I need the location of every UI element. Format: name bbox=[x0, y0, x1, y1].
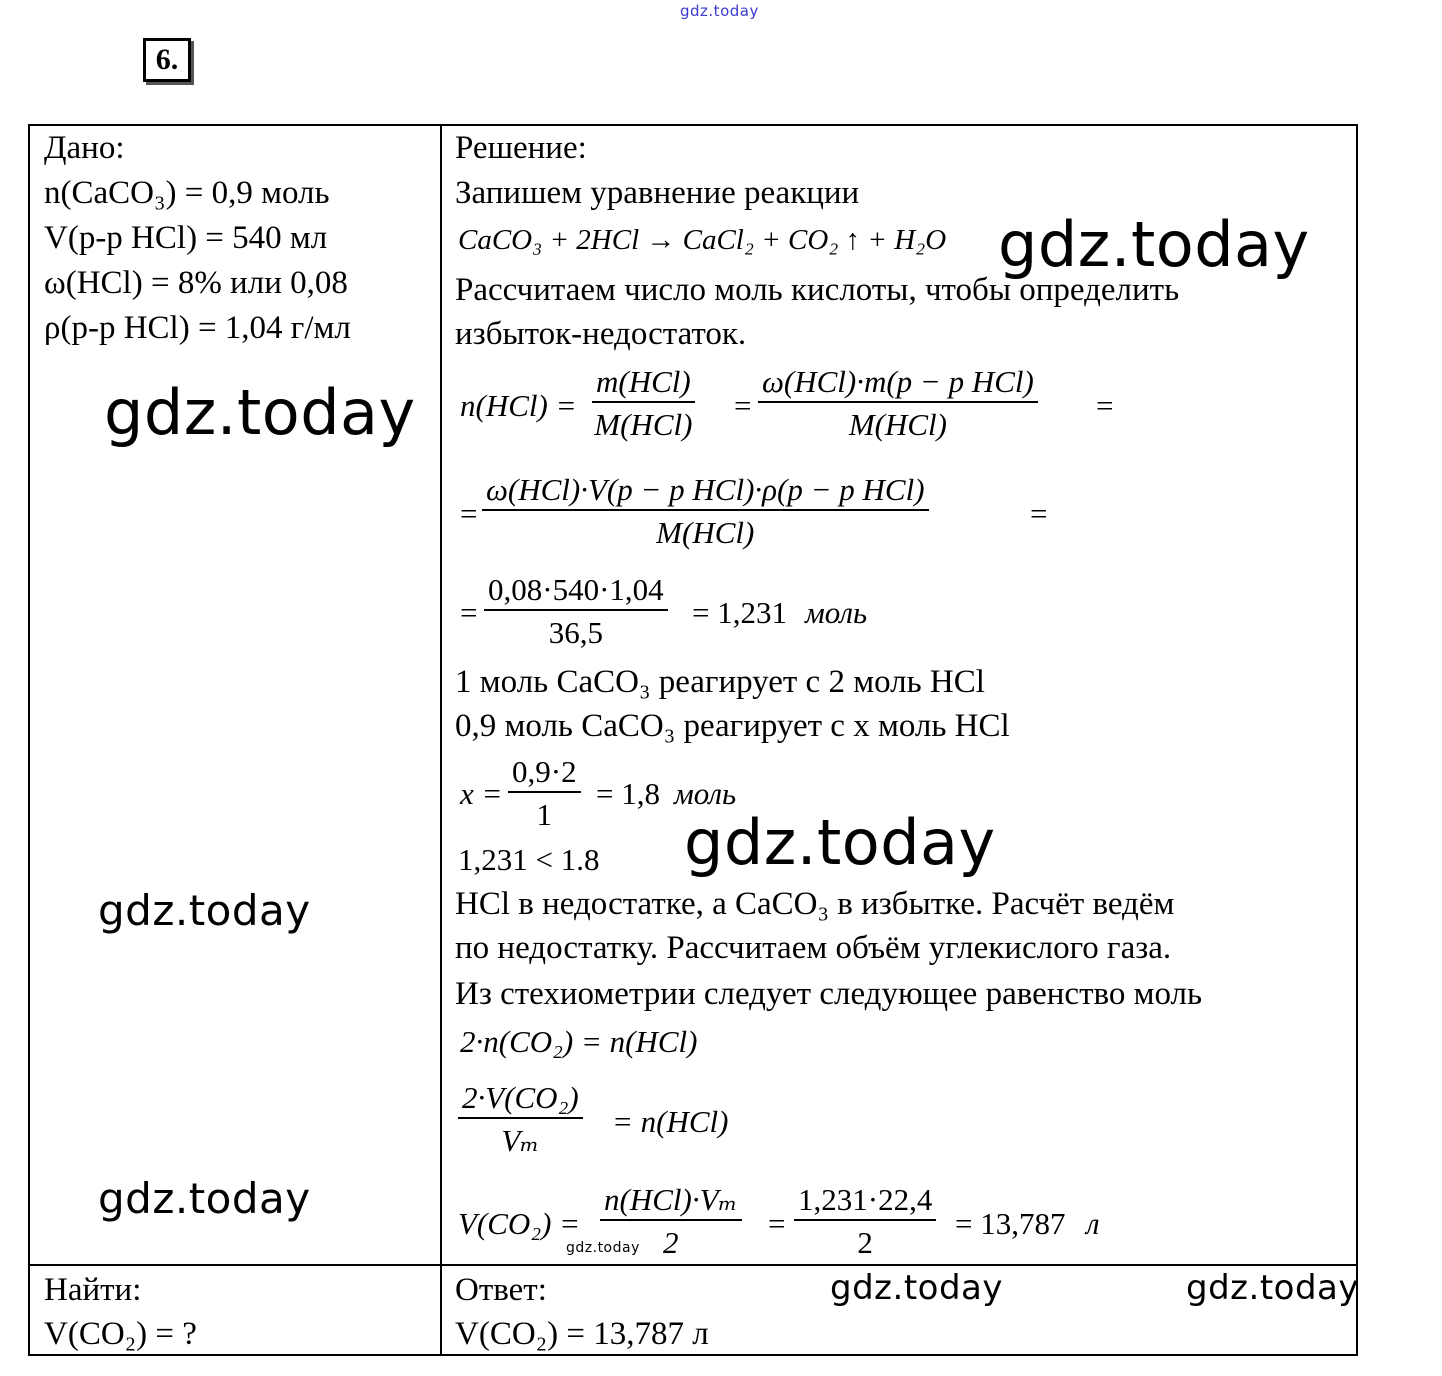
eq6-f2-num: 1,231·22,4 bbox=[794, 1184, 936, 1221]
eq6-f2-den: 2 bbox=[857, 1225, 873, 1260]
eq6-fraction-2 bbox=[794, 1184, 936, 1258]
conclusion-3: Из стехиометрии следует следующее равенство моль bbox=[455, 976, 1203, 1012]
eq6-lhs: V(CO₂) = bbox=[458, 1206, 581, 1241]
eq2-num: ω(HCl)·V(p − p HCl)·ρ(p − p HCl) bbox=[482, 474, 929, 511]
x-rhs: = 1,8 bbox=[596, 776, 660, 811]
eq6-f1-den: 2 bbox=[663, 1225, 679, 1260]
watermark-top: gdz.today bbox=[680, 2, 759, 20]
given-v-hcl: V(р-р HCl) = 540 мл bbox=[44, 220, 328, 256]
eq6-eq: = bbox=[768, 1206, 786, 1241]
watermark-medium-4: gdz.today bbox=[1186, 1268, 1359, 1308]
find-title: Найти: bbox=[44, 1272, 142, 1308]
ratio-line-2: 0,9 моль CaCO₃ реагирует с x моль HCl bbox=[455, 708, 1010, 744]
eq1-f2-den: M(HCl) bbox=[848, 407, 947, 442]
eq1-f1-den: M(HCl) bbox=[594, 407, 693, 442]
watermark-large-3: gdz.today bbox=[684, 806, 996, 879]
watermark-large-1: gdz.today bbox=[998, 208, 1310, 281]
eq5-fraction bbox=[458, 1082, 583, 1156]
eq1-fraction-1 bbox=[592, 366, 695, 440]
x-num: 0,9·2 bbox=[508, 756, 581, 793]
eq5-rhs: = n(HCl) bbox=[612, 1104, 729, 1139]
watermark-large-2: gdz.today bbox=[104, 376, 416, 449]
eq2-lhs: = bbox=[460, 496, 478, 531]
acid-text-2: избыток-недостаток. bbox=[455, 316, 747, 352]
x-fraction bbox=[508, 756, 581, 830]
given-w-hcl: ω(HCl) = 8% или 0,08 bbox=[44, 265, 348, 301]
answer-title: Ответ: bbox=[455, 1272, 547, 1308]
given-title: Дано: bbox=[44, 130, 125, 166]
eq1-eq: = bbox=[734, 388, 752, 423]
eq3-fraction bbox=[484, 574, 668, 648]
watermark-medium-2: gdz.today bbox=[98, 1174, 311, 1223]
eq2-fraction bbox=[482, 474, 929, 548]
watermark-medium-1: gdz.today bbox=[98, 886, 311, 935]
eq3-num: 0,08·540·1,04 bbox=[484, 574, 668, 611]
eq3-den: 36,5 bbox=[548, 615, 603, 650]
eq4: 2·n(CO₂) = n(HCl) bbox=[460, 1024, 698, 1059]
eq6-unit: л bbox=[1086, 1206, 1100, 1241]
x-unit: моль bbox=[674, 776, 737, 811]
reaction-intro: Запишем уравнение реакции bbox=[455, 175, 860, 211]
eq5-num: 2·V(CO₂) bbox=[458, 1082, 583, 1119]
solution-title: Решение: bbox=[455, 130, 587, 166]
conclusion-1: HCl в недостатке, а CaCO₃ в избытке. Расчёт ведём bbox=[455, 886, 1175, 922]
reaction-equation: CaCO₃ + 2HCl → CaCl₂ + CO₂ ↑ + H₂O bbox=[458, 224, 947, 256]
x-den: 1 bbox=[536, 797, 553, 832]
eq1-f1-num: m(HCl) bbox=[592, 366, 695, 403]
watermark-medium-3: gdz.today bbox=[830, 1268, 1003, 1308]
eq1-f2-num: ω(HCl)·m(p − p HCl) bbox=[758, 366, 1038, 403]
eq6-f1-num: n(HCl)·Vₘ bbox=[600, 1184, 742, 1221]
eq1-lhs: n(HCl) = bbox=[460, 388, 577, 423]
eq6-rhs: = 13,787 bbox=[955, 1206, 1066, 1241]
given-rho-hcl: ρ(р-р HCl) = 1,04 г/мл bbox=[44, 310, 351, 346]
eq1-fraction-2 bbox=[758, 366, 1038, 440]
eq3-lhs: = bbox=[460, 595, 478, 630]
acid-text-1: Рассчитаем число моль кислоты, чтобы определить bbox=[455, 272, 1180, 308]
find-target: V(CO₂) = ? bbox=[44, 1316, 197, 1352]
table-divider-horizontal bbox=[28, 1264, 1358, 1266]
task-number: 6. bbox=[143, 38, 191, 82]
eq2-end: = bbox=[1030, 496, 1048, 531]
answer-value: V(CO₂) = 13,787 л bbox=[455, 1316, 709, 1352]
eq2-den: M(HCl) bbox=[656, 515, 755, 550]
eq1-end: = bbox=[1096, 388, 1114, 423]
compare-line: 1,231 < 1.8 bbox=[458, 842, 600, 877]
eq3-rhs: = 1,231 bbox=[692, 595, 787, 630]
eq3-unit: моль bbox=[805, 595, 868, 630]
x-lhs: x = bbox=[460, 776, 503, 811]
watermark-small: gdz.today bbox=[566, 1240, 640, 1256]
eq5-den: Vₘ bbox=[501, 1123, 540, 1158]
given-n-caco3: n(CaCO₃) = 0,9 моль bbox=[44, 175, 330, 211]
conclusion-2: по недостатку. Рассчитаем объём углекислого газа. bbox=[455, 930, 1172, 966]
table-divider-vertical bbox=[440, 124, 442, 1356]
ratio-line-1: 1 моль CaCO₃ реагирует с 2 моль HCl bbox=[455, 664, 985, 700]
